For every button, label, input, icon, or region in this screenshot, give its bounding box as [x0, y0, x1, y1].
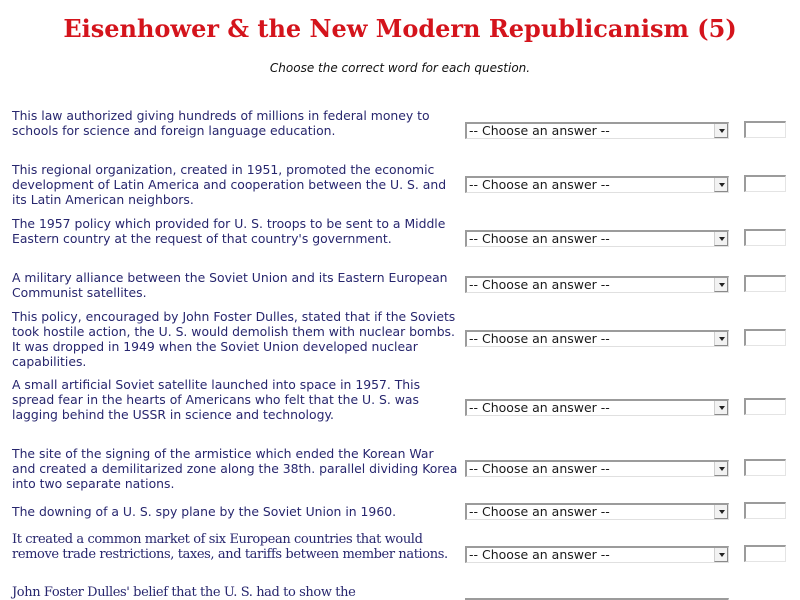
chevron-down-icon[interactable] [714, 505, 728, 519]
answer-input[interactable] [744, 459, 786, 476]
answer-select[interactable] [465, 330, 729, 347]
question-text: A small artificial Soviet satellite launched into space in 1957. This spread fear in the hearts of Americans who felt that the U. S. was lagging behind the USSR in science and technology. [12, 377, 421, 422]
answer-input[interactable] [744, 229, 786, 246]
question-text: This law authorized giving hundreds of millions in federal money to schools for science and foreign language education. [12, 108, 430, 138]
select-value: -- Choose an answer -- [469, 123, 610, 138]
select-value: -- Choose an answer -- [469, 504, 610, 519]
answer-input[interactable] [744, 121, 786, 138]
select-value: -- Choose an answer -- [469, 331, 610, 346]
answer-input[interactable] [744, 502, 786, 519]
answer-input[interactable] [744, 545, 786, 562]
answer-select[interactable] [465, 460, 729, 477]
select-value: -- Choose an answer -- [469, 231, 610, 246]
answer-input[interactable] [744, 398, 786, 415]
chevron-down-icon[interactable] [714, 462, 728, 476]
answer-select[interactable] [465, 399, 729, 416]
answer-input[interactable] [744, 329, 786, 346]
chevron-down-icon[interactable] [714, 332, 728, 346]
question-text: John Foster Dulles' belief that the U. S. had to show the [12, 585, 356, 600]
answer-select[interactable] [465, 230, 729, 247]
answer-select[interactable] [465, 122, 729, 139]
question-text: The 1957 policy which provided for U. S. troops to be sent to a Middle Eastern country at the request of that country's government. [12, 216, 446, 246]
chevron-down-icon[interactable] [714, 548, 728, 562]
chevron-down-icon[interactable] [714, 124, 728, 138]
answer-select[interactable] [465, 276, 729, 293]
select-value: -- Choose an answer -- [469, 400, 610, 415]
question-text: The downing of a U. S. spy plane by the Soviet Union in 1960. [12, 504, 397, 519]
select-value: -- Choose an answer -- [469, 177, 610, 192]
select-value: -- Choose an answer -- [469, 277, 610, 292]
answer-input[interactable] [744, 275, 786, 292]
chevron-down-icon[interactable] [714, 178, 728, 192]
question-text: This policy, encouraged by John Foster Dulles, stated that if the Soviets took hostile action, the U. S. would demolish them with nuclear bombs. It was dropped in 1949 when the Soviet Union developed nuclear capabilities. [12, 309, 456, 369]
page-title: Eisenhower & the New Modern Republicanism (5) [63, 14, 737, 43]
answer-select[interactable] [465, 546, 729, 563]
select-value: -- Choose an answer -- [469, 547, 610, 562]
question-text: The site of the signing of the armistice which ended the Korean War and created a demilitarized zone along the 38th. parallel dividing Korea into two separate nations. [12, 446, 458, 491]
question-text: This regional organization, created in 1951, promoted the economic development of Latin America and cooperation between the U. S. and its Latin American neighbors. [12, 162, 447, 207]
chevron-down-icon[interactable] [714, 278, 728, 292]
chevron-down-icon[interactable] [714, 401, 728, 415]
question-text: It created a common market of six European countries that would remove trade restrictions, taxes, and tariffs between member nations. [12, 532, 448, 562]
answer-select[interactable] [465, 176, 729, 193]
answer-select[interactable] [465, 503, 729, 520]
instructions: Choose the correct word for each question. [269, 61, 531, 75]
select-value: -- Choose an answer -- [469, 461, 610, 476]
chevron-down-icon[interactable] [714, 232, 728, 246]
question-text: A military alliance between the Soviet Union and its Eastern European Communist satellites. [12, 270, 448, 300]
answer-input[interactable] [744, 175, 786, 192]
